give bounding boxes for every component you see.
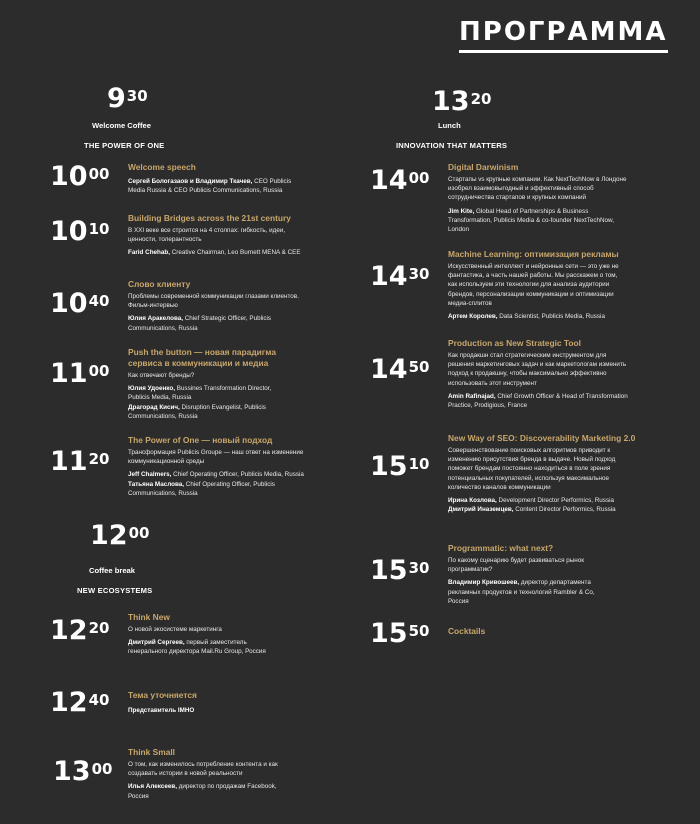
session-item — [128, 435, 310, 498]
session-description: Трансформация Publicis Groupe — наш ответ на изменение коммуникационной среды — [128, 449, 304, 466]
session-item — [448, 249, 628, 321]
page-title: ПРОГРАММА — [459, 18, 668, 53]
speaker: Дмитрий Иназемцев, Content Director Performics, Russia — [448, 506, 616, 514]
session-title: Digital Darwinism — [448, 162, 519, 172]
speaker: Jim Kite, Global Head of Partnerships & Business Transformation, Publicis Media & co-founder NextTechNow, London — [448, 207, 615, 234]
session-item — [128, 279, 310, 333]
time-label: $14^{30}$ — [370, 261, 430, 292]
session-description: Проблемы современной коммуникации глазами клиентов. Фильм-интервью — [128, 293, 299, 310]
time-label: $11^{20}$ — [50, 446, 110, 477]
session-title: Think New — [128, 612, 170, 622]
time-label: $10^{00}$ — [50, 161, 110, 192]
speaker: Владимир Кривошеев, директор департамента рекламных продуктов и технологий Rambler & Co, Россия — [448, 579, 595, 605]
time-label: $12^{00}$ — [90, 520, 150, 551]
session-title: Welcome speech — [128, 162, 196, 172]
time-label: $14^{50}$ — [370, 354, 430, 385]
session-item — [128, 162, 310, 195]
section-heading: NEW ECOSYSTEMS — [77, 586, 153, 595]
time-label: $15^{50}$ — [370, 618, 430, 649]
section-heading: INNOVATION THAT MATTERS — [396, 141, 508, 150]
speaker: Jeff Chalmers, Chief Operating Officer, Publicis Media, Russia — [128, 471, 304, 479]
session-item — [448, 162, 628, 234]
speaker: Артем Королев, Data Scientist, Publicis Media, Russia — [448, 313, 605, 321]
speaker: Юлия Удоенко, Bussines Transformation Director, Publicis Media, Russia — [128, 385, 272, 402]
session-item — [448, 433, 636, 514]
session-title: New Way of SEO: Discoverability Marketing 2.0 — [448, 433, 636, 443]
speaker: Илья Алексеев, директор по продажам Facebook, Россия — [128, 783, 277, 800]
session-description: Как отвечают бренды? — [128, 372, 195, 379]
time-label: $10^{10}$ — [50, 216, 110, 247]
session-item — [448, 626, 598, 637]
session-item — [448, 338, 628, 410]
speaker: Amin Rafinajad, Chief Growth Officer & Head of Transformation Practice, Prodigious, France — [448, 392, 628, 410]
speaker: Юлия Аракелова, Chief Strategic Officer, Publicis Communications, Russia — [128, 315, 272, 332]
speaker: Представитель IMHO — [128, 707, 195, 714]
session-item — [448, 543, 613, 606]
session-title: Push the button — новая парадигма сервиса в коммуникации и медиа — [128, 347, 277, 368]
time-label: $15^{10}$ — [370, 451, 430, 482]
time-label: $9^{30}$ — [107, 83, 148, 114]
time-label: $13^{00}$ — [53, 756, 113, 787]
session-title: Machine Learning: оптимизация рекламы — [448, 249, 619, 259]
session-description: Искусственный интеллект и нейронные сети — это уже не фантастика, а часть нашей работы. Мы расскажем о том, как используем эти технологии для анализа аудитории брендов, персонализации коммуникации и оптимизации медиа-сплитов — [448, 263, 619, 307]
session-title: Think Small — [128, 747, 176, 757]
session-title: Programmatic: what next? — [448, 543, 554, 553]
speaker: Ирина Козлова, Development Director Performics, Russia — [448, 497, 614, 505]
speaker: Дмитрий Сергеев, первый заместитель генерального директора Mail.Ru Group, Россия — [128, 639, 266, 656]
session-description: Стартапы vs крупные компании. Как NextTechNow в Лондоне изобрел взаимовыгодный и эффективный способ сотрудничества стартапов и крупных компаний — [448, 176, 627, 202]
session-item — [128, 213, 310, 258]
break-label: Coffee break — [89, 566, 136, 575]
time-label: $11^{00}$ — [50, 358, 110, 389]
session-title: Building Bridges across the 21st century — [128, 213, 291, 223]
session-item — [128, 747, 298, 801]
time-label: $13^{20}$ — [432, 86, 492, 117]
time-label: $14^{00}$ — [370, 165, 430, 196]
session-title: Тема уточняется — [128, 690, 197, 700]
break-label: Welcome Coffee — [92, 121, 151, 130]
session-description: Как продакшн стал стратегическим инструментом для решения маркетинговых задач и как маркетологам изменить подход к продакшну, чтобы максимально эффективно использовать этот инструмент — [448, 352, 627, 387]
session-description: Совершенствование поисковых алгоритмов приводит к изменению присутствия бренда в выдаче. Новый подход поможет брендам постоянно находиться в поле зрения потенциальных покупателей, используя максимальное количество каналов коммуникации — [448, 447, 616, 491]
session-description: По какому сценарию будет развиваться рынок программатик? — [448, 557, 585, 574]
time-label: $10^{40}$ — [50, 288, 110, 319]
session-title: Cocktails — [448, 626, 486, 636]
section-heading: THE POWER OF ONE — [84, 141, 165, 150]
session-item — [128, 690, 298, 715]
session-item — [128, 347, 293, 421]
time-label: $12^{20}$ — [50, 615, 110, 646]
speaker: Farid Chehab, Creative Chairman, Leo Burnett MENA & CEE — [128, 249, 301, 257]
session-title: Слово клиенту — [128, 279, 191, 289]
time-label: $15^{30}$ — [370, 555, 430, 586]
time-label: $12^{40}$ — [50, 687, 110, 718]
session-title: Production as New Strategic Tool — [448, 338, 581, 348]
session-description: О новой экосистеме маркетинга — [128, 626, 222, 633]
speaker: Сергей Бологазаов и Владимир Ткачев, CEO Publicis Media Russia & CEO Publicis Communications, Russia — [128, 178, 292, 195]
speaker: Татьяна Маслова, Chief Operating Officer, Publicis Communications, Russia — [128, 480, 275, 497]
speaker: Драгорад Кисич, Disruption Evangelist, Publicis Communications, Russia — [128, 403, 266, 420]
break-label: Lunch — [438, 121, 461, 130]
session-title: The Power of One — новый подход — [128, 435, 273, 445]
session-item — [128, 612, 278, 657]
session-description: В XXI веке все строится на 4 столпах: гибкость, идеи, ценности, толерантность — [128, 227, 286, 244]
session-description: О том, как изменилось потребление контента и как создавать истории в новой реальности — [128, 761, 278, 778]
